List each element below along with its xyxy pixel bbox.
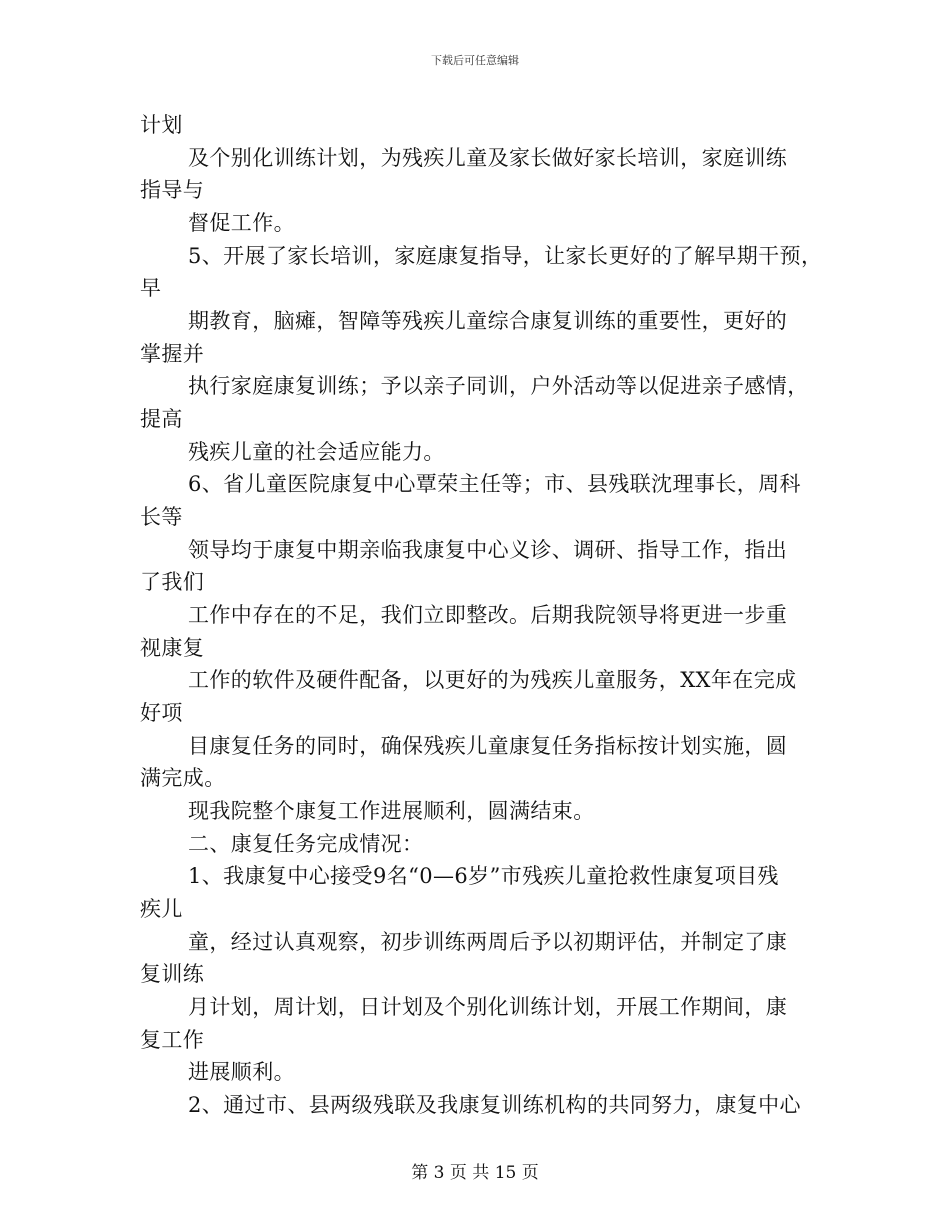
text-line: 期教育，脑瘫，智障等残疾儿童综合康复训练的重要性，更好的 bbox=[188, 309, 788, 333]
text-line: 长等 bbox=[140, 505, 183, 529]
text-line: 进展顺利。 bbox=[188, 1060, 295, 1084]
text-line: 及个别化训练计划，为残疾儿童及家长做好家长培训，家庭训练 bbox=[188, 146, 788, 170]
text-line: 工作中存在的不足，我们立即整改。后期我院领导将更进一步重 bbox=[188, 603, 788, 627]
text-line: 月计划，周计划，日计划及个别化训练计划，开展工作期间，康 bbox=[188, 995, 788, 1019]
text-line: 疾儿 bbox=[140, 897, 183, 921]
text-line: 目康复任务的同时，确保残疾儿童康复任务指标按计划实施，圆 bbox=[188, 734, 788, 758]
text-line: 了我们 bbox=[140, 570, 205, 594]
text-line: 好项 bbox=[140, 701, 183, 725]
text-line: 童，经过认真观察，初步训练两周后予以初期评估，并制定了康 bbox=[188, 930, 788, 954]
text-line: 残疾儿童的社会适应能力。 bbox=[188, 440, 445, 464]
text-line: 掌握并 bbox=[140, 342, 205, 366]
text-line: 复训练 bbox=[140, 962, 205, 986]
text-line: 满完成。 bbox=[140, 766, 226, 790]
text-line: 6、省儿童医院康复中心覃荣主任等；市、县残联沈理事长，周科 bbox=[188, 472, 801, 496]
text-line: 督促工作。 bbox=[188, 211, 295, 235]
page-footer: 第 3 页 共 15 页 bbox=[411, 1163, 539, 1183]
text-line: 二、康复任务完成情况： bbox=[188, 832, 424, 856]
text-line: 现我院整个康复工作进展顺利，圆满结束。 bbox=[188, 799, 595, 823]
page-header: 下载后可任意编辑 bbox=[431, 54, 519, 67]
text-line: 视康复 bbox=[140, 636, 205, 660]
text-line: 指导与 bbox=[140, 178, 205, 202]
text-line: 5、开展了家长培训，家庭康复指导，让家长更好的了解早期干预， bbox=[188, 244, 823, 268]
text-line: 提高 bbox=[140, 407, 183, 431]
text-line: 计划 bbox=[140, 113, 183, 137]
text-line: 复工作 bbox=[140, 1028, 205, 1052]
text-line: 执行家庭康复训练；予以亲子同训，户外活动等以促进亲子感情， bbox=[188, 374, 809, 398]
text-line: 早 bbox=[140, 276, 162, 300]
text-line: 工作的软件及硬件配备，以更好的为残疾儿童服务，XX年在完成 bbox=[188, 668, 797, 692]
text-line: 1、我康复中心接受9名“0—6岁”市残疾儿童抢救性康复项目残 bbox=[188, 864, 779, 888]
text-line: 领导均于康复中期亲临我康复中心义诊、调研、指导工作，指出 bbox=[188, 538, 788, 562]
text-line: 2、通过市、县两级残联及我康复训练机构的共同努力，康复中心 bbox=[188, 1093, 801, 1117]
